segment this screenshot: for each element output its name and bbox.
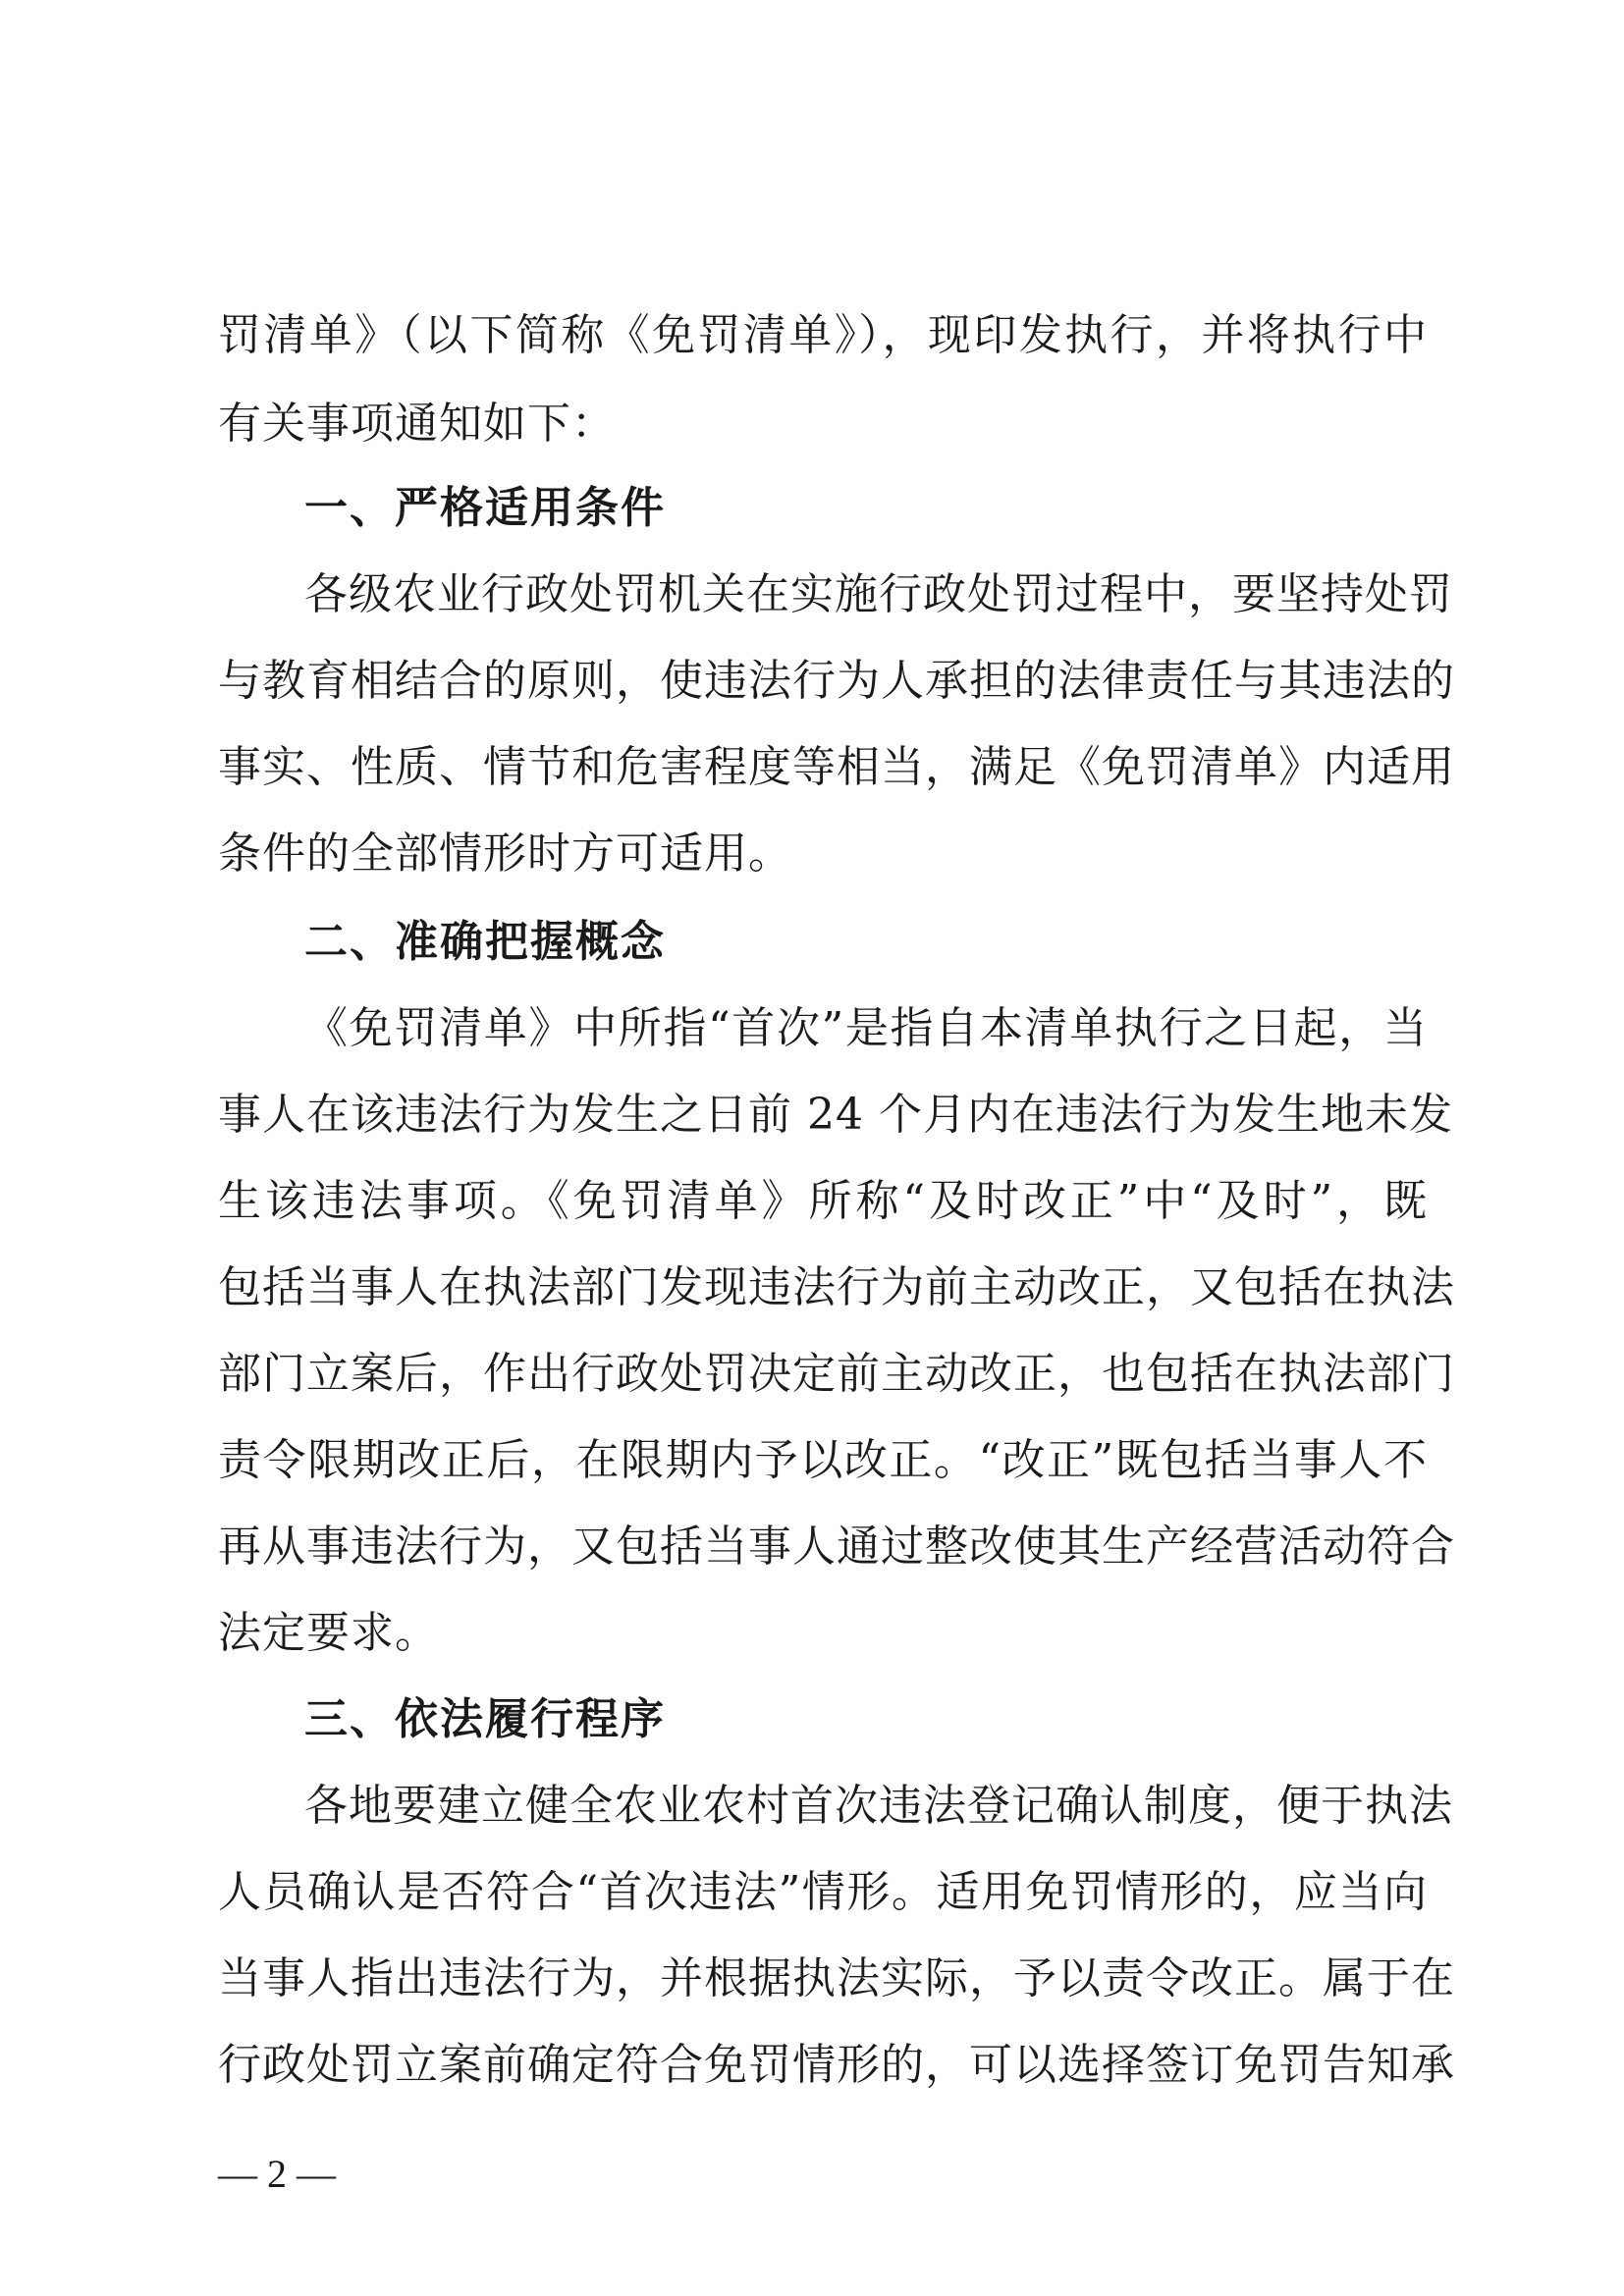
section-heading: 二、准确把握概念: [304, 917, 666, 967]
section-heading: 一、严格适用条件: [304, 483, 666, 533]
body-text-line: 条件的全部情形时方可适用。: [218, 828, 792, 879]
body-text-line: 责令限期改正后，在限期内予以改正。“改正”既包括当事人不: [218, 1435, 1428, 1485]
body-text-line: 各级农业行政处罚机关在实施行政处罚过程中，要坚持处罚: [304, 569, 1453, 619]
body-text-line: 包括当事人在执法部门发现违法行为前主动改正，又包括在执法: [218, 1262, 1455, 1312]
body-text-line: 部门立案后，作出行政处罚决定前主动改正，也包括在执法部门: [218, 1349, 1455, 1399]
body-text-line: 有关事项通知如下：: [218, 399, 616, 449]
body-text-line: 行政处罚立案前确定符合免罚情形的，可以选择签订免罚告知承: [218, 2040, 1455, 2090]
body-text-line: 罚清单》（以下简称《免罚清单》），现印发执行，并将执行中: [218, 310, 1428, 360]
body-text-line: 各地要建立健全农业农村首次违法登记确认制度，便于执法: [304, 1781, 1453, 1831]
body-text-line: 事人在该违法行为发生之日前 24 个月内在违法行为发生地未发: [218, 1090, 1453, 1140]
body-text-line: 法定要求。: [218, 1608, 439, 1658]
body-text-line: 事实、性质、情节和危害程度等相当，满足《免罚清单》内适用: [218, 742, 1455, 792]
body-text-line: 《免罚清单》中所指“首次”是指自本清单执行之日起，当: [304, 1003, 1428, 1053]
page-number: — 2 —: [218, 2152, 336, 2196]
body-text-line: 人员确认是否符合“首次违法”情形。适用免罚情形的，应当向: [218, 1867, 1428, 1917]
body-text-line: 生该违法事项。《免罚清单》所称“及时改正”中“及时”，既: [218, 1176, 1428, 1226]
body-text-line: 当事人指出违法行为，并根据执法实际，予以责令改正。属于在: [218, 1953, 1455, 2003]
section-heading: 三、依法履行程序: [304, 1694, 666, 1744]
body-text-line: 与教育相结合的原则，使违法行为人承担的法律责任与其违法的: [218, 656, 1455, 706]
body-text-line: 再从事违法行为，又包括当事人通过整改使其生产经营活动符合: [218, 1522, 1455, 1572]
